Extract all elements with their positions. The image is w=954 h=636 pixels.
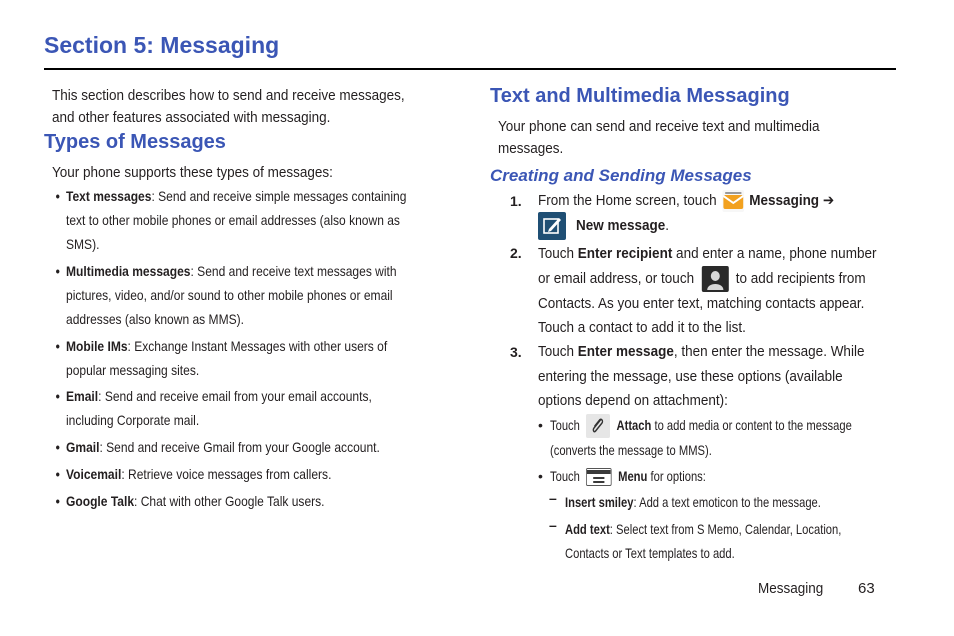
bullet-text: including Corporate mail.	[66, 412, 200, 428]
page-number: 63	[858, 580, 875, 597]
step-number: 1.	[510, 193, 522, 209]
bullet-dot: •	[538, 417, 543, 433]
attach-line-2: (converts the message to MMS).	[550, 442, 712, 459]
right-intro-line-2: messages.	[498, 140, 564, 157]
bullet-text: : Retrieve voice messages from callers.	[121, 466, 332, 482]
bullet-text: : Chat with other Google Talk users.	[134, 493, 325, 509]
intro-line-1: This section describes how to send and receive messages,	[52, 87, 405, 104]
attach-bullet	[538, 413, 927, 462]
footer-label	[758, 580, 831, 597]
bullet-term: Google Talk	[66, 493, 135, 509]
step-bold: Enter recipient	[577, 245, 673, 262]
list-item	[55, 384, 401, 432]
list-item	[55, 462, 401, 486]
bullet-text: addresses (also known as MMS).	[66, 311, 244, 327]
bullet-text: : Send and receive text messages with	[190, 263, 397, 279]
step-2-line-4: Touch a contact to add it to the list.	[538, 319, 746, 336]
step-text: : Select text from S Memo, Calendar, Location,	[609, 521, 842, 537]
step-number: 2.	[510, 245, 522, 261]
contacts-icon	[701, 266, 728, 292]
menu-bullet	[538, 464, 745, 488]
list-item	[55, 334, 401, 382]
bullet-term: Text messages	[66, 188, 152, 204]
step-bold: Add text	[565, 521, 610, 537]
types-lead-text: Your phone supports these types of messages:	[52, 164, 333, 181]
step-text: to add recipients from	[735, 269, 866, 287]
step-bold: Insert smiley	[565, 494, 634, 510]
step-bold: New message	[576, 217, 666, 234]
list-item	[55, 184, 407, 256]
bullet-text: popular messaging sites.	[66, 362, 200, 378]
bullet-dot: •	[55, 388, 60, 404]
bullet-text: pictures, video, and/or sound to other mobile phones or email	[66, 287, 393, 303]
dash-glyph: –	[549, 517, 557, 533]
title-rule	[44, 68, 896, 70]
step-text: to add media or content to the message	[654, 417, 852, 433]
paperclip-icon	[586, 414, 610, 438]
step-bold: Messaging	[749, 192, 820, 209]
list-item	[55, 259, 401, 331]
dash-line	[565, 517, 841, 541]
step-text: for options:	[650, 468, 706, 484]
step-text: and enter a name, phone number	[672, 245, 877, 262]
step-text: Touch	[538, 343, 575, 360]
step-bold: Menu	[618, 468, 648, 484]
menu-icon	[586, 468, 612, 486]
bullet-dot: •	[55, 188, 60, 204]
messaging-heading: Text and Multimedia Messaging	[490, 85, 790, 107]
compose-icon	[538, 212, 566, 240]
bullet-text: : Send and receive simple messages containing	[151, 188, 407, 204]
attach-line-1	[550, 413, 852, 438]
bullet-term: Gmail	[66, 439, 100, 455]
types-heading: Types of Messages	[44, 131, 226, 153]
bullet-dot: •	[55, 439, 60, 455]
step-2	[538, 242, 914, 340]
creating-subheading: Creating and Sending Messages	[490, 166, 752, 185]
footer-section-name: Messaging	[758, 580, 824, 597]
step-1-line-2	[538, 212, 680, 240]
right-intro	[498, 116, 855, 160]
bullet-dot: •	[55, 466, 60, 482]
right-intro-line-1: Your phone can send and receive text and multimedia	[498, 118, 820, 135]
types-list	[55, 184, 456, 513]
step-text: Touch	[538, 245, 575, 262]
bullet-text: text to other mobile phones or email addresses (also known as	[66, 212, 400, 228]
bullet-dot: •	[55, 493, 60, 509]
step-3-line-2: entering the message, use these options (available	[538, 367, 843, 385]
menu-line-1	[550, 464, 706, 488]
arrow-glyph: ➔	[822, 192, 835, 209]
step-1-line-1	[538, 190, 867, 212]
bullet-dot: •	[538, 468, 543, 484]
messaging-app-icon	[722, 190, 744, 212]
dash-item-smiley	[565, 490, 885, 514]
step-number: 3.	[510, 344, 522, 360]
bullet-term: Mobile IMs	[66, 338, 128, 354]
step-text: .	[665, 217, 670, 234]
step-text: Touch	[550, 417, 580, 433]
bullet-dot: •	[55, 338, 60, 354]
step-3-line-1	[538, 340, 864, 365]
step-text: From the Home screen, touch	[538, 192, 717, 209]
list-item	[55, 489, 401, 513]
bullet-term: Multimedia messages	[66, 263, 191, 279]
step-text: Touch	[550, 468, 580, 484]
list-item	[55, 435, 401, 459]
step-bold: Attach	[616, 417, 652, 433]
step-3-line-3: options depend on attachment):	[538, 392, 728, 409]
step-text: , then enter the message. While	[673, 343, 865, 360]
bullet-text: : Send and receive Gmail from your Google account.	[99, 439, 380, 455]
step-3	[538, 340, 901, 414]
types-lead	[52, 162, 364, 184]
bullet-term: Email	[66, 388, 99, 404]
step-text: or email address, or touch	[538, 269, 695, 287]
step-2-line-1	[538, 242, 876, 266]
bullet-term: Voicemail	[66, 466, 122, 482]
intro-line-2: and other features associated with messaging.	[52, 109, 331, 126]
bullet-dot: •	[55, 263, 60, 279]
left-intro	[52, 85, 444, 129]
step-2-line-2	[538, 266, 876, 292]
bullet-text: : Exchange Instant Messages with other users of	[127, 338, 388, 354]
step-text: : Add a text emoticon to the message.	[633, 494, 821, 510]
dash-line: Contacts or Text templates to add.	[565, 545, 735, 561]
step-2-line-3: Contacts. As you enter text, matching contacts appear.	[538, 295, 865, 312]
step-bold: Enter message	[577, 343, 674, 360]
dash-glyph: –	[549, 490, 557, 506]
bullet-text: : Send and receive email from your email accounts,	[98, 388, 372, 404]
bullet-text: SMS).	[66, 236, 100, 252]
dash-item-add-text	[565, 517, 910, 565]
dash-line	[565, 490, 821, 514]
page-title: Section 5: Messaging	[44, 32, 280, 58]
